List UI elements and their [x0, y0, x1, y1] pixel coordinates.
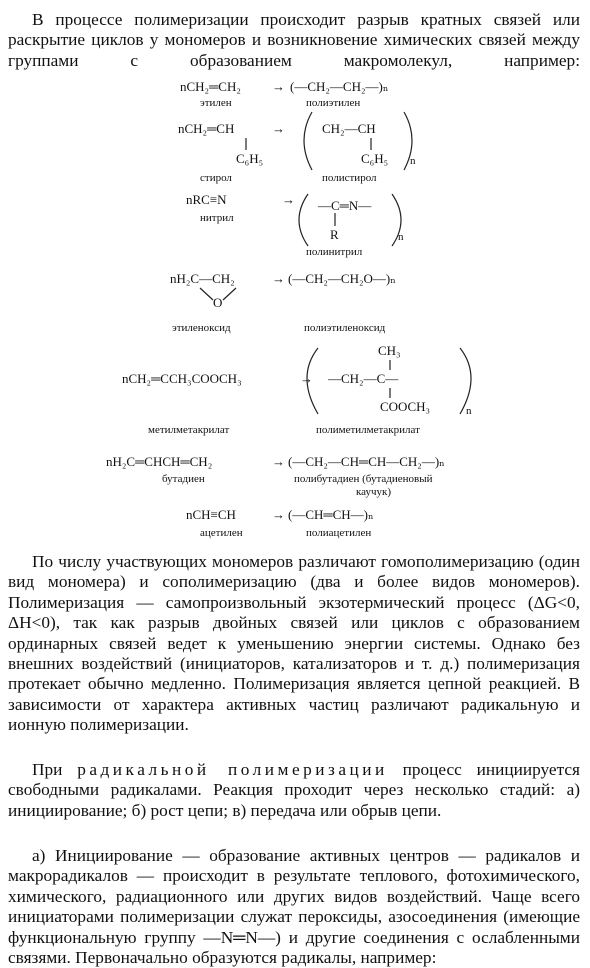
- para2-head: При: [32, 760, 63, 779]
- reaction-arrow: →: [272, 79, 285, 94]
- methyl-methacrylate-name: метилметакрилат: [148, 424, 230, 436]
- styrene-monomer: nCH₂═CH: [178, 121, 235, 136]
- ethylene-name: этилен: [200, 97, 232, 109]
- polyethylene-name: полиэтилен: [306, 97, 361, 109]
- pmma-subscript: n: [466, 405, 472, 417]
- polystyrene-subscript: n: [410, 155, 416, 167]
- polyethylene-oxide-formula: (—CH₂—CH₂O—)ₙ: [288, 271, 396, 286]
- polyacetylene-name: полиацетилен: [306, 527, 372, 539]
- pmma-bottom-group: COOCH₃: [380, 399, 431, 414]
- polybutadiene-name-line1: полибутадиен (бутадиеновый: [294, 473, 433, 485]
- paragraph-radical-polymerization: [8, 760, 580, 821]
- acetylene-name: ацетилен: [200, 527, 243, 539]
- polybutadiene-name-line2: каучук): [356, 486, 392, 498]
- polyacetylene-formula: (—CH═CH—)ₙ: [288, 507, 374, 522]
- polynitrile-subscript: n: [398, 231, 404, 243]
- styrene-name: стирол: [200, 172, 232, 184]
- reaction-arrow: →: [282, 192, 295, 207]
- nitrile-name: нитрил: [200, 212, 234, 224]
- polystyrene-chain: CH₂—CH: [322, 121, 376, 136]
- methyl-methacrylate-monomer: nCH₂═CCH₃COOCH₃: [122, 371, 242, 386]
- polynitrile-name: полинитрил: [306, 246, 363, 258]
- butadiene-name: бутадиен: [162, 473, 205, 485]
- polyethylene-formula: (—CH₂—CH₂—)ₙ: [290, 79, 389, 94]
- reaction-arrow: →: [272, 454, 285, 469]
- polynitrile-substituent: R: [330, 227, 339, 242]
- pmma-chain: —CH₂—C—: [328, 371, 399, 386]
- pmma-name: полиметилметакрилат: [316, 424, 420, 436]
- polyethylene-oxide-name: полиэтиленоксид: [304, 322, 386, 334]
- pmma-top-group: CH₃: [378, 343, 401, 358]
- spaced-term: радикальной полимеризации: [77, 760, 388, 779]
- acetylene-monomer: nCH≡CH: [186, 507, 236, 522]
- polynitrile-chain: —C═N—: [318, 198, 372, 213]
- ethylene-oxide-monomer: nH₂C—CH₂: [170, 271, 235, 286]
- reaction-arrow: →: [300, 371, 313, 386]
- polystyrene-name: полистирол: [322, 172, 377, 184]
- styrene-substituent: C₆H₅: [236, 151, 264, 166]
- ethylene-oxide-ring-atom: O: [213, 295, 223, 310]
- ethylene-monomer: nCH₂═CH₂: [180, 79, 241, 94]
- ethylene-oxide-name: этиленоксид: [172, 322, 231, 334]
- paragraph-initiation: а) Инициирование — образование активных центров — радикалов и макрорадикалов — происходит в результате теплового, фотохимического, химического, радиационного или других видов воздействий. Чаще всего инициаторами полимеризации служат пероксиды, азосоединения (имеющие функциональную группу —N═N—) и другие соединения с ослабленными связями. Первоначально образуются радикалы, например:: [8, 846, 580, 968]
- intro-paragraph: В процессе полимеризации происходит разрыв кратных связей или раскрытие циклов у мономеров и возникновение химических связей между группами с образованием макромолекул, например:: [8, 10, 580, 70]
- polystyrene-substituent: C₆H₅: [361, 151, 389, 166]
- paragraph-polymerization-types: По числу участвующих мономеров различают гомополимеризацию (один вид мономера) и сополимеризацию (два и более видов мономеров). Полимеризация — самопроизвольный экзотермический процесс (ΔG<0, ΔH<0), так как разрыв двойных связей или циклов с образованием ординарных связей ведет к уменьшению энергии системы. Однако без внешних воздействий (инициаторов, катализаторов и т. д.) полимеризация протекает обычно медленно. Полимеризация является цепной реакцией. В зависимости от характера активных частиц различают радикальную и ионную полимеризации.: [8, 552, 580, 735]
- para2-rest: процесс инициируется свободными радикалами. Реакция проходит через несколько стадий: а) инициирование; б) рост цепи; в) передача или обрыв цепи.: [8, 760, 580, 820]
- butadiene-monomer: nH₂C═CHCH═CH₂: [106, 454, 213, 469]
- polybutadiene-formula: (—CH₂—CH═CH—CH₂—)ₙ: [288, 454, 445, 469]
- reaction-arrow: →: [272, 271, 285, 286]
- nitrile-monomer: nRC≡N: [186, 192, 227, 207]
- reaction-arrow: →: [272, 121, 285, 136]
- reaction-arrow: →: [272, 507, 285, 522]
